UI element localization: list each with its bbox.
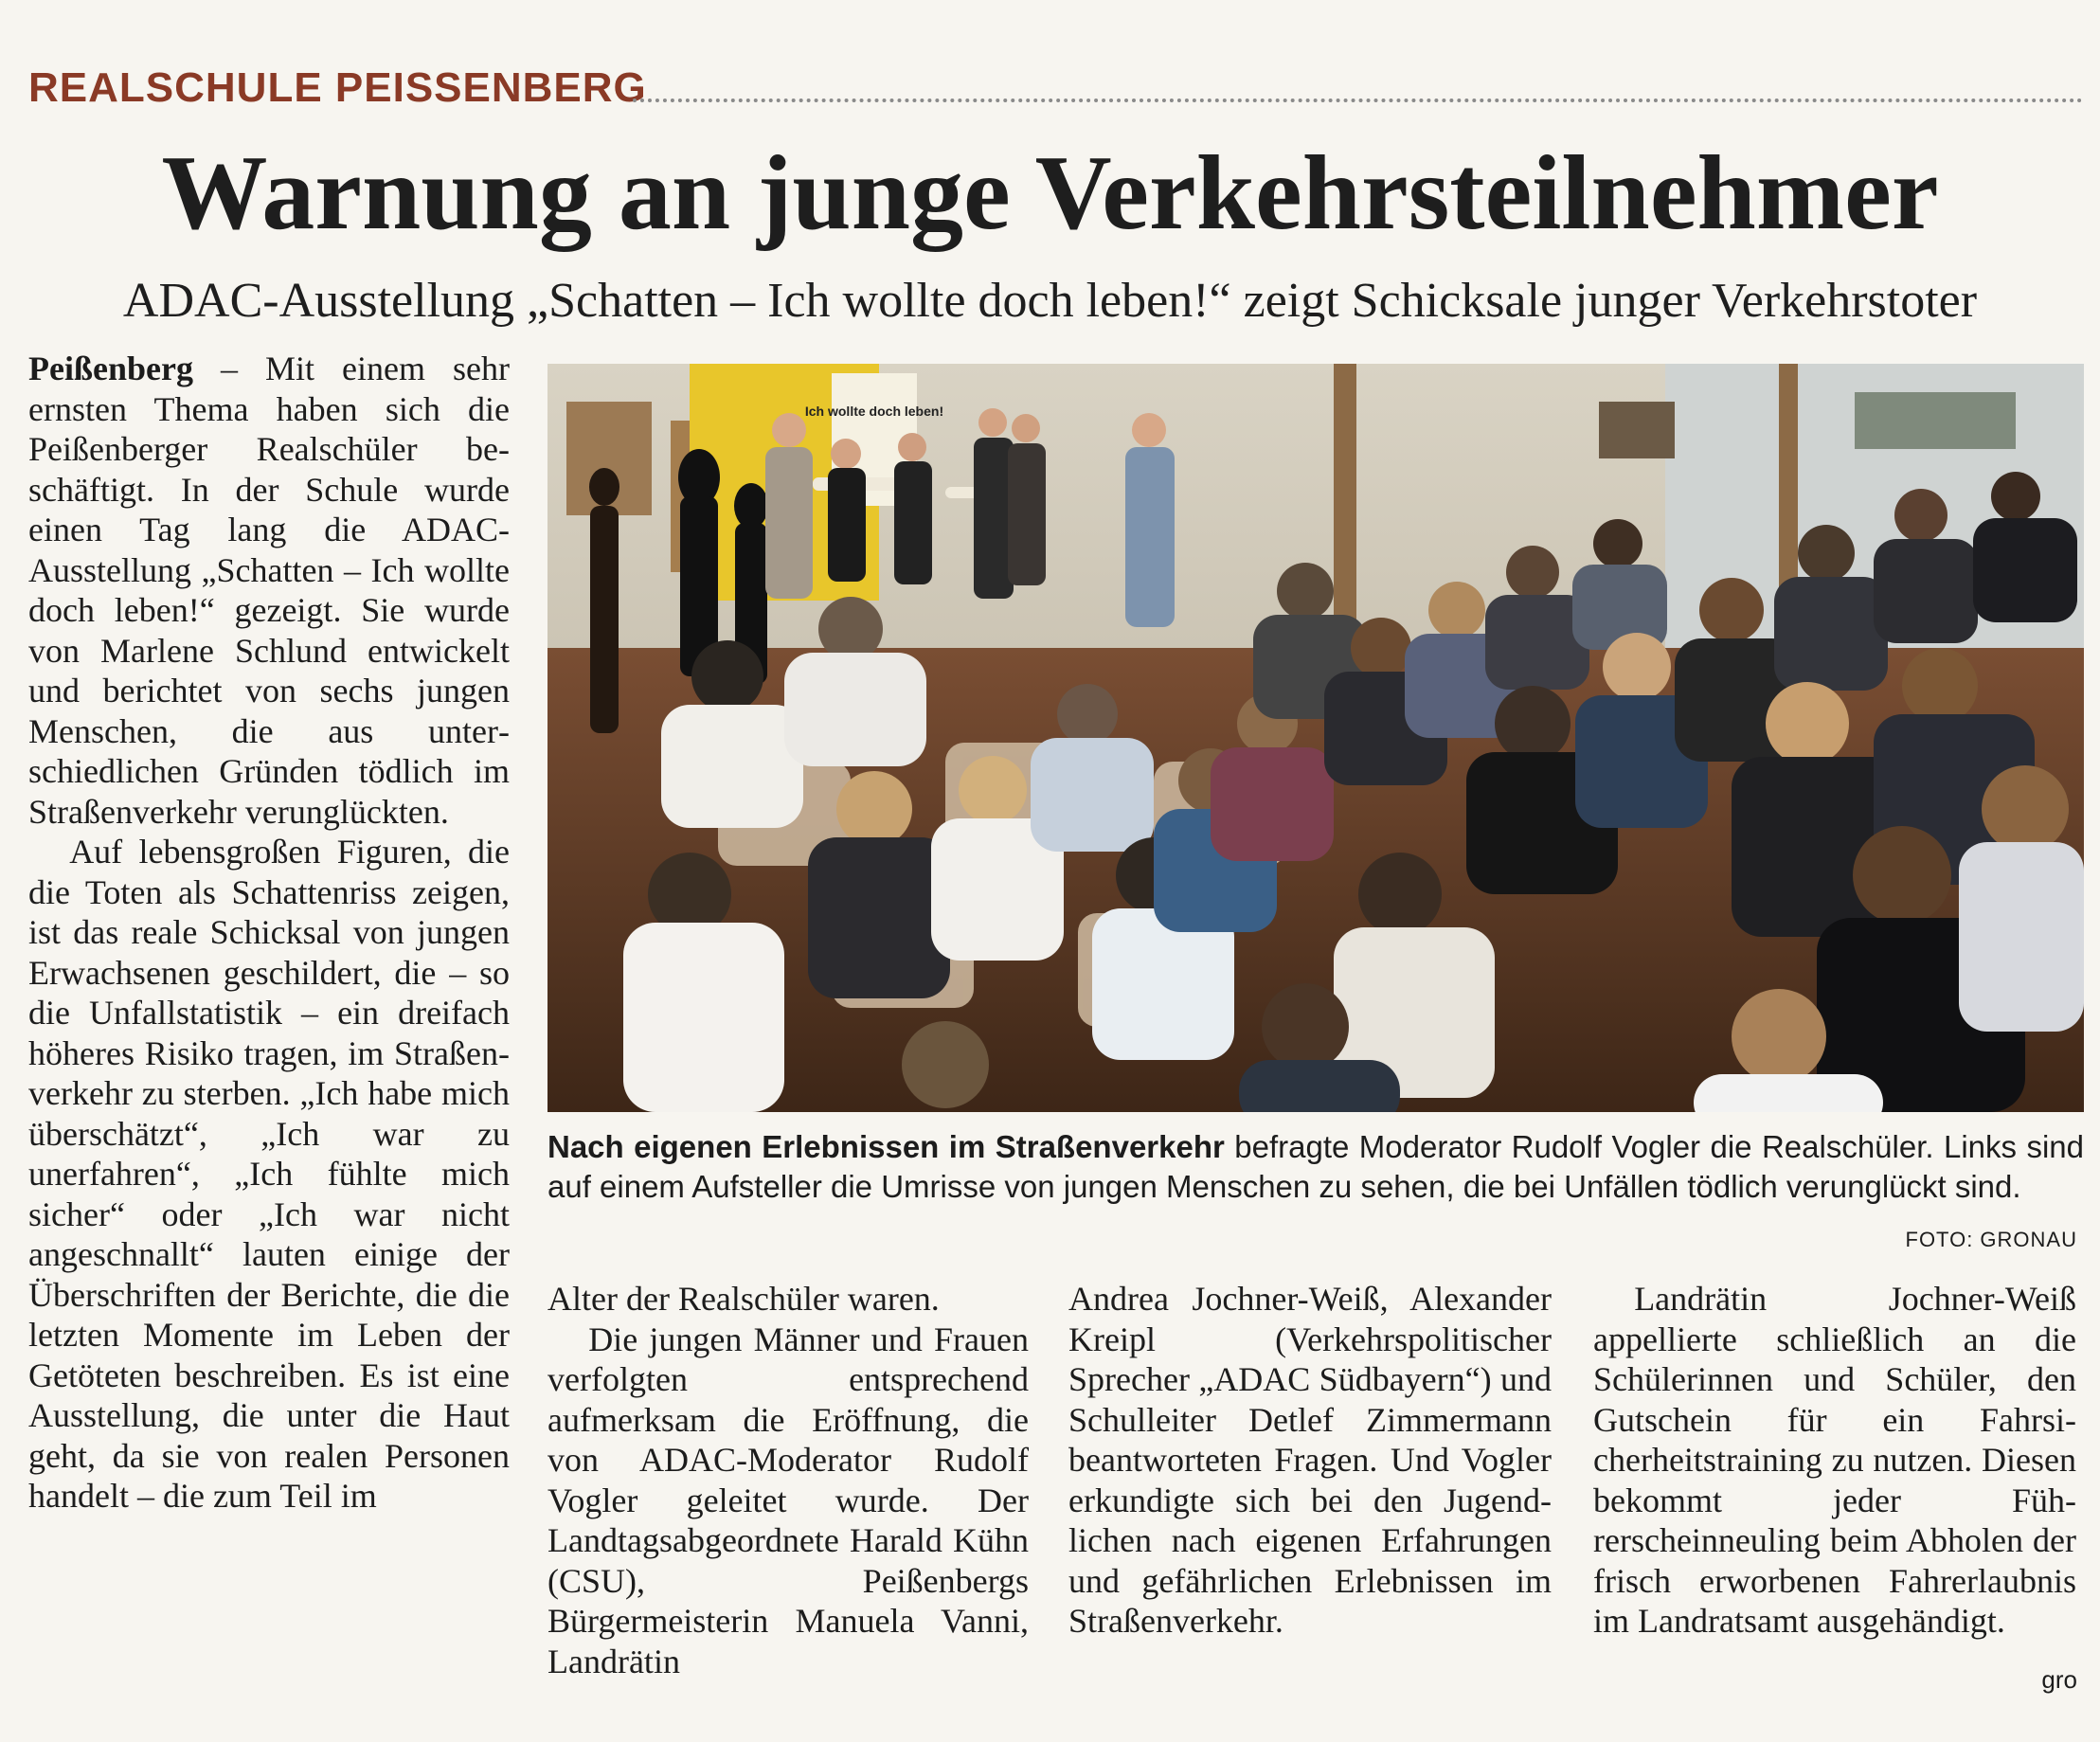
event-photo — [547, 364, 2084, 1112]
kicker: REALSCHULE PEISSENBERG — [28, 64, 647, 111]
photo-credit: FOTO: GRONAU — [1905, 1228, 2077, 1251]
paragraph-3: Alter der Realschüler waren. — [547, 1280, 940, 1318]
paragraph-1-text: – Mit einem sehr ernsten Thema haben sich die Peißenberger Realschüler beschäftigt. In der Schule wurde einen Tag lang die ADAC-Ausstellung „Schatten – Ich wollte doch leben!“ gezeigt. Sie wurde von Marlene Schlund entwickelt und berichtet von sechs jungen Menschen, die aus unterschiedlichen Gründen tödlich im Straßenverkehr verunglückten. — [28, 350, 510, 831]
photo-caption — [547, 1127, 2084, 1207]
article-column-1 — [28, 349, 510, 1713]
article-column-3 — [1068, 1279, 1552, 1642]
paragraph-4: Die jungen Männer und Frauen verfolgten entsprechend aufmerksam die Eröffnung, die von ADAC-Moderator Rudolf Vogler geleitet wurde. Der Landtagsabgeordnete Harald Kühn (CSU), Peißenbergs Bürgermeisterin Manuela Vanni, Landrätin — [547, 1320, 1029, 1680]
subheadline: ADAC-Ausstellung „Schatten – Ich wollte doch leben!“ zeigt Schicksale junger Verkehrstoter — [122, 274, 1978, 328]
headline: Warnung an junge Verkehrsteilnehmer — [161, 135, 1939, 252]
caption-text: befragte Moderator Rudolf Vogler die Realschüler. Links sind auf einem Aufsteller die Umrisse von jungen Menschen zu sehen, die bei Unfällen tödlich verunglückt sind. — [547, 1129, 2084, 1204]
kicker-rule — [633, 99, 2083, 102]
paragraph-5: Andrea Jochner-Weiß, Alexander Kreipl (Verkehrspolitischer Sprecher „ADAC Südbayern“) und Schulleiter Detlef Zimmermann beantworteten Fragen. Und Vogler erkundigte sich bei den Jugendlichen nach eigenen Erfahrungen und gefährlichen Erlebnissen im Straßenverkehr. — [1068, 1280, 1552, 1640]
dateline: Peißenberg — [28, 350, 193, 387]
photo-illustration — [547, 364, 2084, 1112]
article-column-4 — [1593, 1279, 2076, 1642]
banner-text: Ich wollte doch leben! — [804, 404, 944, 419]
caption-lead: Nach eigenen Erlebnissen im Straßenverkehr — [547, 1129, 1225, 1164]
author-signoff: gro — [2041, 1665, 2077, 1694]
article-column-2 — [547, 1279, 1029, 1681]
paragraph-6: Landrätin Jochner-Weiß appellierte schließlich an die Schülerinnen und Schüler, den Gutschein für ein Fahrsicherheitstraining zu nutzen. Diesen bekommt jeder Führerscheinneuling beim Abholen der frisch erworbenen Fahrerlaubnis im Landratsamt ausgehändigt. — [1593, 1280, 2076, 1640]
paragraph-2: Auf lebensgroßen Figuren, die die Toten als Schattenriss zeigen, ist das reale Schicksal von jungen Erwachsenen geschildert, die – so die Unfallstatistik – ein dreifach höheres Risiko tragen, im Straßenverkehr zu sterben. „Ich habe mich überschätzt“, „Ich war zu unerfahren“, „Ich fühlte mich sicher“ oder „Ich war nicht angeschnallt“ lauten einige der Überschriften der Berichte, die die letzten Momente im Leben der Getöteten beschreiben. Es ist eine Ausstellung, die unter die Haut geht, da sie von realen Personen handelt – die zum Teil im — [28, 833, 510, 1515]
paragraph-1 — [28, 349, 510, 832]
